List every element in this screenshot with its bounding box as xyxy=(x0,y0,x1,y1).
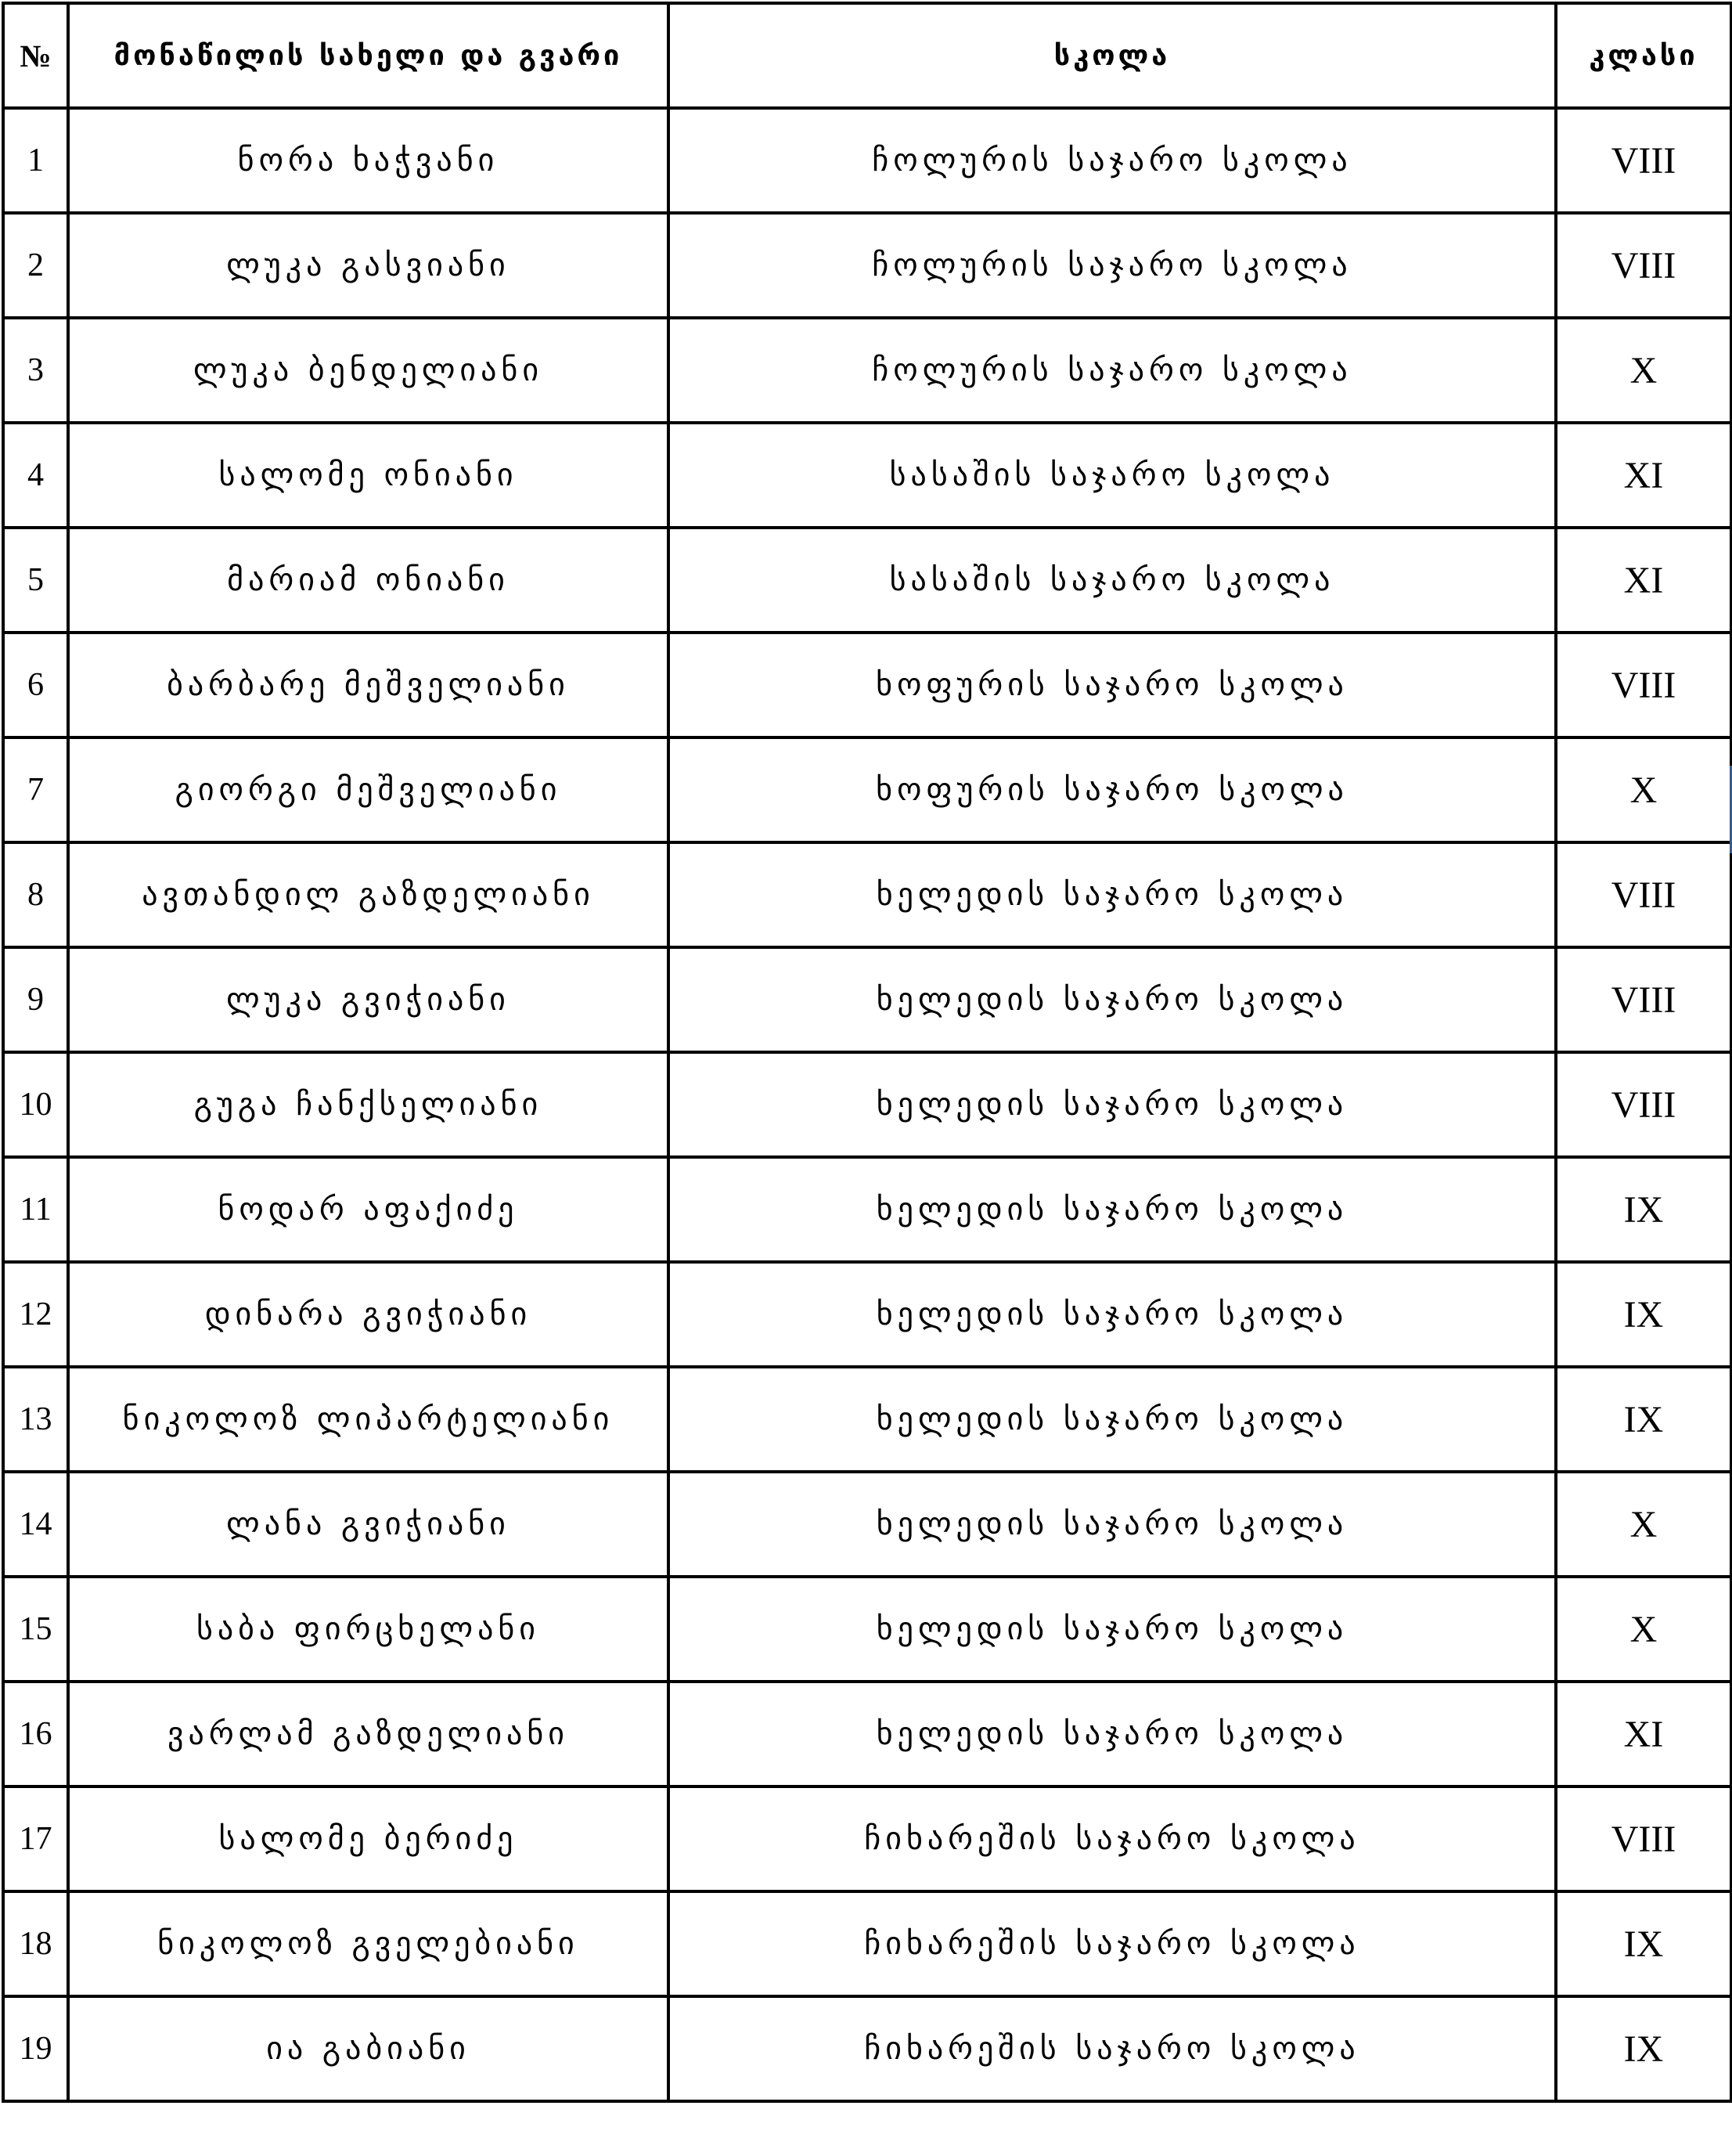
cell-school: სასაშის საჯარო სკოლა xyxy=(668,528,1556,633)
cell-school: ხელედის საჯარო სკოლა xyxy=(668,1367,1556,1472)
cell-school: ჩიხარეშის საჯარო სკოლა xyxy=(668,1996,1556,2101)
cell-school: ხელედის საჯარო სკოლა xyxy=(668,947,1556,1052)
cell-participant-name: მარიამ ონიანი xyxy=(68,528,668,633)
cell-school: ხოფურის საჯარო სკოლა xyxy=(668,737,1556,842)
cell-participant-name: ბარბარე მეშველიანი xyxy=(68,633,668,737)
cell-school: ხელედის საჯარო სკოლა xyxy=(668,1472,1556,1577)
cell-participant-name: ლუკა გვიჭიანი xyxy=(68,947,668,1052)
cell-grade: XI xyxy=(1556,1682,1731,1786)
header-grade: კლასი xyxy=(1556,3,1731,108)
cell-participant-name: გუგა ჩანქსელიანი xyxy=(68,1052,668,1157)
cell-number: 1 xyxy=(3,108,68,213)
header-row xyxy=(3,3,1731,108)
cell-school: ხელედის საჯარო სკოლა xyxy=(668,842,1556,947)
cell-grade: IX xyxy=(1556,1367,1731,1472)
participants-table xyxy=(2,2,1732,2103)
cell-number: 7 xyxy=(3,737,68,842)
cell-participant-name: სალომე ბერიძე xyxy=(68,1786,668,1891)
cell-grade: XI xyxy=(1556,528,1731,633)
table-row xyxy=(3,842,1731,947)
cell-school: ხელედის საჯარო სკოლა xyxy=(668,1157,1556,1262)
cell-number: 3 xyxy=(3,318,68,423)
cell-grade: VIII xyxy=(1556,633,1731,737)
cell-grade: IX xyxy=(1556,1891,1731,1996)
table-row xyxy=(3,1157,1731,1262)
cell-participant-name: ლანა გვიჭიანი xyxy=(68,1472,668,1577)
cell-grade: VIII xyxy=(1556,842,1731,947)
cell-school: ჩიხარეშის საჯარო სკოლა xyxy=(668,1891,1556,1996)
table-row xyxy=(3,1262,1731,1367)
cell-number: 2 xyxy=(3,213,68,318)
cell-grade: IX xyxy=(1556,1262,1731,1367)
header-school: სკოლა xyxy=(668,3,1556,108)
cell-number: 5 xyxy=(3,528,68,633)
table-header xyxy=(3,3,1731,108)
cell-school: ხელედის საჯარო სკოლა xyxy=(668,1682,1556,1786)
cell-grade: VIII xyxy=(1556,1786,1731,1891)
cell-participant-name: ნიკოლოზ ლიპარტელიანი xyxy=(68,1367,668,1472)
table-row xyxy=(3,528,1731,633)
table-row xyxy=(3,947,1731,1052)
cell-number: 18 xyxy=(3,1891,68,1996)
table-row xyxy=(3,1996,1731,2101)
cell-grade: X xyxy=(1556,1577,1731,1682)
cell-number: 4 xyxy=(3,423,68,528)
cell-participant-name: ნიკოლოზ გველებიანი xyxy=(68,1891,668,1996)
cell-participant-name: საბა ფირცხელანი xyxy=(68,1577,668,1682)
cell-number: 17 xyxy=(3,1786,68,1891)
cell-grade: X xyxy=(1556,318,1731,423)
cell-grade: VIII xyxy=(1556,947,1731,1052)
header-name: მონაწილის სახელი და გვარი xyxy=(68,3,668,108)
cell-school: ხელედის საჯარო სკოლა xyxy=(668,1052,1556,1157)
cell-grade: VIII xyxy=(1556,108,1731,213)
table-body xyxy=(3,108,1731,2101)
table-row xyxy=(3,1052,1731,1157)
cell-number: 10 xyxy=(3,1052,68,1157)
table-row xyxy=(3,108,1731,213)
cell-school: ჩოლურის საჯარო სკოლა xyxy=(668,213,1556,318)
cell-participant-name: ნოდარ აფაქიძე xyxy=(68,1157,668,1262)
cell-grade: VIII xyxy=(1556,213,1731,318)
table-row xyxy=(3,1786,1731,1891)
cell-number: 13 xyxy=(3,1367,68,1472)
cell-participant-name: ნორა ხაჭვანი xyxy=(68,108,668,213)
table-row xyxy=(3,1367,1731,1472)
cell-number: 11 xyxy=(3,1157,68,1262)
cell-grade: XI xyxy=(1556,423,1731,528)
table-row xyxy=(3,1577,1731,1682)
cell-school: ხელედის საჯარო სკოლა xyxy=(668,1577,1556,1682)
table-row xyxy=(3,318,1731,423)
cell-grade: VIII xyxy=(1556,1052,1731,1157)
cell-grade: X xyxy=(1556,737,1731,842)
cell-number: 14 xyxy=(3,1472,68,1577)
cell-number: 19 xyxy=(3,1996,68,2101)
cell-school: ჩოლურის საჯარო სკოლა xyxy=(668,108,1556,213)
cell-participant-name: გიორგი მეშველიანი xyxy=(68,737,668,842)
cell-number: 9 xyxy=(3,947,68,1052)
cell-school: სასაშის საჯარო სკოლა xyxy=(668,423,1556,528)
cell-school: ხელედის საჯარო სკოლა xyxy=(668,1262,1556,1367)
table-row xyxy=(3,423,1731,528)
cell-participant-name: დინარა გვიჭიანი xyxy=(68,1262,668,1367)
cell-number: 16 xyxy=(3,1682,68,1786)
cell-school: ჩიხარეშის საჯარო სკოლა xyxy=(668,1786,1556,1891)
cell-participant-name: ვარლამ გაზდელიანი xyxy=(68,1682,668,1786)
cell-number: 8 xyxy=(3,842,68,947)
cell-number: 6 xyxy=(3,633,68,737)
cell-grade: IX xyxy=(1556,1996,1731,2101)
cell-number: 12 xyxy=(3,1262,68,1367)
cell-grade: IX xyxy=(1556,1157,1731,1262)
cell-participant-name: ავთანდილ გაზდელიანი xyxy=(68,842,668,947)
table-row xyxy=(3,1891,1731,1996)
cell-school: ხოფურის საჯარო სკოლა xyxy=(668,633,1556,737)
header-number: № xyxy=(3,3,68,108)
cell-participant-name: ლუკა გასვიანი xyxy=(68,213,668,318)
cell-school: ჩოლურის საჯარო სკოლა xyxy=(668,318,1556,423)
table-row xyxy=(3,213,1731,318)
cell-participant-name: სალომე ონიანი xyxy=(68,423,668,528)
table-row xyxy=(3,737,1731,842)
table-row xyxy=(3,1682,1731,1786)
cell-number: 15 xyxy=(3,1577,68,1682)
cell-participant-name: ია გაბიანი xyxy=(68,1996,668,2101)
table-row xyxy=(3,633,1731,737)
cell-participant-name: ლუკა ბენდელიანი xyxy=(68,318,668,423)
table-row xyxy=(3,1472,1731,1577)
cell-grade: X xyxy=(1556,1472,1731,1577)
